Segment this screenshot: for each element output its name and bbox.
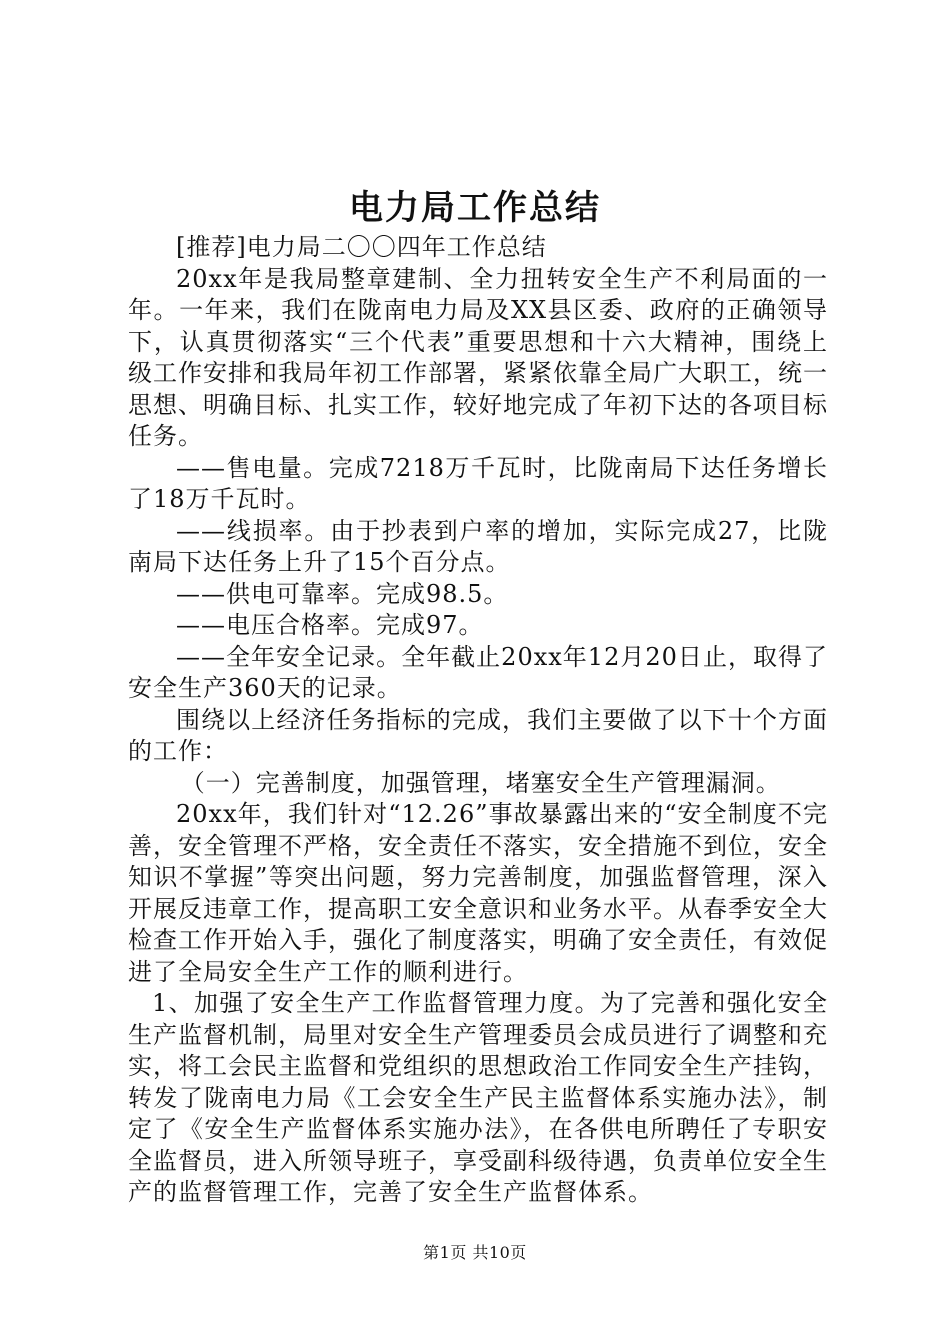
paragraph-heading: [推荐]电力局二〇〇四年工作总结 xyxy=(176,233,547,261)
paragraph-reliability: ——供电可靠率。完成98.5。 xyxy=(176,579,509,608)
paragraph-voltage: ——电压合格率。完成97。 xyxy=(176,611,484,639)
paragraph-line-loss: ——线损率。由于抄表到户率的增加，实际完成27，比陇南局下达任务上升了15个百分点。 xyxy=(128,516,828,576)
paragraph-item-1: 1、加强了安全生产工作监督管理力度。为了完善和强化安全生产监督机制，局里对安全生产管理委员会成员进行了调整和充实，将工会民主监督和党组织的思想政治工作同安全生产挂钩，转发了陇南电力局《工会安全生产民主监督体系实施办法》，制定了《安全生产监督体系实施办法》，在各供电所聘任了专职安全监督员，进入所领导班子，享受副科级待遇，负责单位安全生产的监督管理工作，完善了安全生产监督体系。 xyxy=(128,989,828,1206)
paragraph-sales: ——售电量。完成7218万千瓦时，比陇南局下达任务增长了18万千瓦时。 xyxy=(128,453,828,513)
paragraph-ten-aspects: 围绕以上经济任务指标的完成，我们主要做了以下十个方面的工作： xyxy=(128,705,828,765)
paragraph-section-1: 20xx年，我们针对“12.26”事故暴露出来的“安全制度不完善，安全管理不严格，安全责任不落实，安全措施不到位，安全知识不掌握”等突出问题，努力完善制度，加强监督管理，深入开展反违章工作，提高职工安全意识和业务水平。从春季安全大检查工作开始入手，强化了制度落实，明确了安全责任，有效促进了全局安全生产工作的顺利进行。 xyxy=(128,800,828,986)
paragraph-safety-record: ——全年安全记录。全年截止20xx年12月20日止，取得了安全生产360天的记录。 xyxy=(128,642,828,702)
paragraph-intro: 20xx年是我局整章建制、全力扭转安全生产不利局面的一年。一年来，我们在陇南电力局及XX县区委、政府的正确领导下，认真贯彻落实“三个代表”重要思想和十六大精神，围绕上级工作安排和我局年初工作部署，紧紧依靠全局广大职工，统一思想、明确目标、扎实工作，较好地完成了年初下达的各项目标任务。 xyxy=(128,264,828,450)
document-body xyxy=(128,232,828,1209)
section-heading-1: （一）完善制度，加强管理，堵塞安全生产管理漏洞。 xyxy=(180,768,781,797)
page-indicator: 第1页 共10页 xyxy=(423,1243,527,1262)
document-title: 电力局工作总结 xyxy=(349,188,601,228)
